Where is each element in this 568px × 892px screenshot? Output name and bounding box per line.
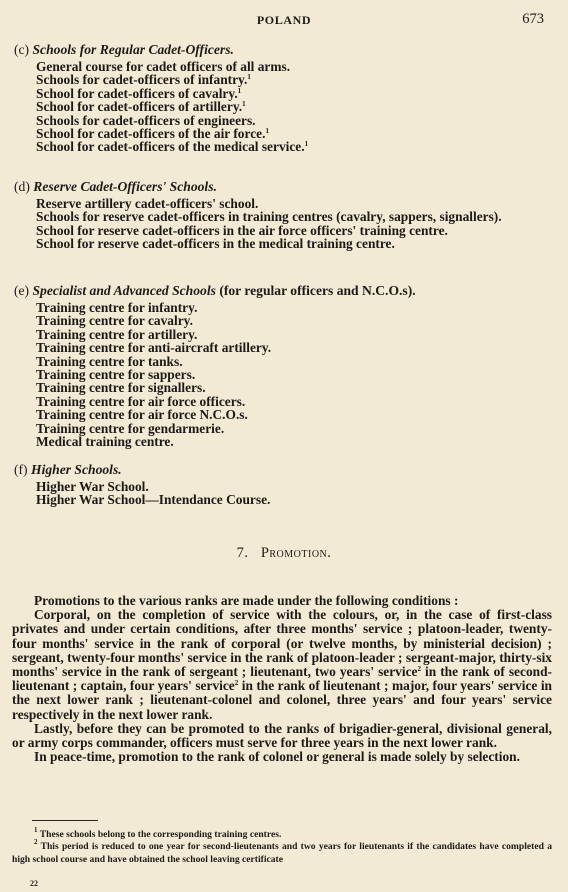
footnote-ref: 1 xyxy=(265,127,269,136)
printer-signature: 22 xyxy=(30,879,38,888)
footnote-ref: 1 xyxy=(304,140,309,149)
list-item: Schools for cadet-officers of engineers. xyxy=(36,112,256,128)
running-head xyxy=(0,10,568,30)
running-title: POLAND xyxy=(256,13,312,27)
list-item: School for reserve cadet-officers in the medical training centre. xyxy=(36,236,395,252)
section-title: Schools for Regular Cadet-Officers. xyxy=(32,42,234,57)
list-item: Training centre for air force N.C.O.s. xyxy=(36,407,248,423)
section-heading xyxy=(14,179,550,194)
section-label: (e) xyxy=(14,283,30,298)
section-label: (c) xyxy=(14,42,30,57)
list-item: Reserve artillery cadet-officers' school. xyxy=(36,196,259,211)
section-title: Higher Schools. xyxy=(31,462,122,477)
list-item: Training centre for anti-aircraft artillery. xyxy=(36,340,272,356)
list-item: Training centre for air force officers. xyxy=(36,393,246,409)
page-number: 673 xyxy=(522,11,544,27)
list-item: Higher War School. xyxy=(36,479,149,494)
list-item: Higher War School—Intendance Course. xyxy=(36,492,271,508)
footnote-ref: 2 xyxy=(234,679,239,688)
list-item: Training centre for gendarmerie. xyxy=(36,420,225,436)
section-title: Reserve Cadet-Officers' Schools. xyxy=(33,179,217,194)
list-item: Training centre for signallers. xyxy=(36,380,206,396)
section-label: (f) xyxy=(14,462,28,477)
paragraph: Lastly, before they can be promoted to the ranks of brigadier-general, divisional general, or army corps commander, officers must serve for three years in the next lower rank. xyxy=(12,720,552,751)
footnote: $^2$ This period is reduced to one year for second-lieutenants and two years for lieutenants if the candidates have completed a high school course and have obtained the school leaving certificate xyxy=(12,838,552,865)
section-heading xyxy=(14,462,550,477)
footnote-ref: 1 xyxy=(242,100,246,109)
section-e xyxy=(14,283,550,448)
list-item: Schools for cadet-officers of infantry.$^1$ xyxy=(36,72,251,88)
footnote-ref: 1 xyxy=(237,86,242,95)
section-heading xyxy=(14,283,550,298)
list-item: Schools for reserve cadet-officers in training centres (cavalry, sappers, signallers). xyxy=(36,209,502,225)
promotion-body xyxy=(12,594,552,764)
section-c xyxy=(14,42,550,154)
footnote-mark: 1 xyxy=(34,826,38,834)
list-item: Training centre for cavalry. xyxy=(36,313,193,329)
paragraph: Promotions to the various ranks are made under the following conditions : xyxy=(34,593,459,608)
list-item: School for cadet-officers of artillery.$^1$ xyxy=(36,99,246,115)
footnote-ref: 2 xyxy=(417,665,421,674)
paragraph: Corporal, on the completion of service with the colours, or, in the case of first-class privates and under certain conditions, after three months' service ; platoon-leader, twenty-four months' service in the rank of corporal (or twelve months, by ministerial decision) ; sergeant, twenty-four months' service in the rank of platoon-leader ; sergeant-major, thirty-six months' service in the rank of sergeant ; lieutenant, two years' service$^2$ in the rank of second-lieutenant ; captain, four years' service$^2$ in the rank of lieutenant ; major, four years' service in the next lower rank ; lieutenant-colonel and colonel, three years' and four years' service respectively in the next lower rank. xyxy=(12,607,552,722)
chapter-heading xyxy=(0,545,568,562)
list-item: School for cadet-officers of cavalry.$^1$ xyxy=(36,85,242,101)
footnote-ref: 1 xyxy=(247,73,251,82)
footnote-mark: 2 xyxy=(34,838,38,847)
footnote: $^1$ These schools belong to the corresponding training centres. xyxy=(34,826,282,840)
section-heading xyxy=(14,42,550,57)
list-item: Medical training centre. xyxy=(36,434,174,450)
footnote-rule xyxy=(32,820,98,821)
list-item: General course for cadet officers of all arms. xyxy=(36,59,291,74)
chapter-number: 7. xyxy=(236,545,249,561)
section-note: (for regular officers and N.C.O.s). xyxy=(219,283,416,298)
section-d xyxy=(14,179,550,251)
list-item: Training centre for infantry. xyxy=(36,300,198,315)
section-title: Specialist and Advanced Schools xyxy=(32,283,216,298)
list-item: Training centre for sappers. xyxy=(36,367,196,383)
list-item: School for reserve cadet-officers in the air force officers' training centre. xyxy=(36,222,448,238)
list-item: Training centre for artillery. xyxy=(36,326,198,342)
chapter-title: Promotion. xyxy=(260,545,332,561)
footnotes xyxy=(12,826,552,866)
list-item: Training centre for tanks. xyxy=(36,353,183,369)
list-item: School for cadet-officers of the air force.$^1$ xyxy=(36,126,269,142)
section-label: (d) xyxy=(14,179,30,194)
section-f xyxy=(14,462,550,507)
paragraph: In peace-time, promotion to the rank of colonel or general is made solely by selection. xyxy=(34,749,520,765)
list-item: School for cadet-officers of the medical service.$^1$ xyxy=(36,139,309,155)
